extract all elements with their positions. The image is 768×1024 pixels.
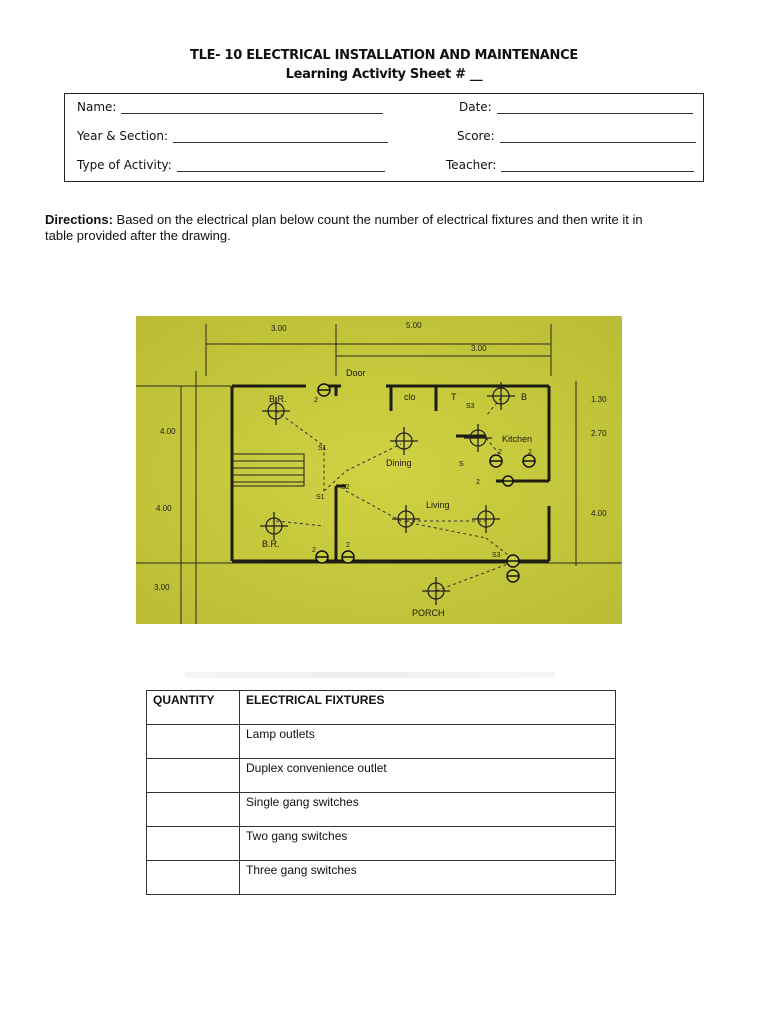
teacher-field [446,158,694,172]
label-br-bottom: B.R. [262,539,280,549]
quantity-cell[interactable] [147,827,240,861]
directions-label: Directions: [45,212,113,227]
year-section-label: Year & Section: [77,129,169,143]
dim-left-3: 3.00 [154,583,170,592]
outlet-br-bottom-1 [316,551,328,563]
label-porch: PORCH [412,608,445,618]
outlet-count-4: 2 [498,449,502,456]
fixture-cell: Three gang switches [240,861,616,895]
outlet-kitchen-1 [490,455,502,467]
teacher-label: Teacher: [446,158,497,172]
outlet-count-6: 2 [476,479,480,486]
label-dining: Dining [386,458,412,468]
dim-top-mid: 5.00 [406,321,422,330]
quantity-cell[interactable] [147,725,240,759]
label-kitchen: Kitchen [502,434,533,444]
table-header-row [147,691,616,725]
switch-s3: S3 [492,552,501,559]
activity-type-field [77,158,385,172]
table-row [147,793,616,827]
switch-s-kitchen: S [459,461,464,468]
table-row [147,861,616,895]
switch-s1-bottom: S1 [316,494,325,501]
date-field [459,100,693,114]
teacher-input-line[interactable] [501,159,694,172]
table-row [147,725,616,759]
label-t: T [451,392,457,402]
activity-sheet-number: Learning Activity Sheet # __ [285,67,483,82]
outlet-porch [507,570,519,582]
dim-left-1: 4.00 [160,427,176,436]
outlet-kitchen-3 [503,476,513,486]
fixture-cell: Single gang switches [240,793,616,827]
label-br-top: B.R. [269,394,287,404]
label-clo: clo [404,392,416,402]
label-b: B [521,392,528,402]
name-input-line[interactable] [121,101,383,114]
quantity-cell[interactable] [147,861,240,895]
fixture-cell: Two gang switches [240,827,616,861]
table-row [147,827,616,861]
dim-top-right: 3.00 [471,344,487,353]
fixture-cell: Lamp outlets [240,725,616,759]
score-input-line[interactable] [500,130,696,143]
outlet-br-top [318,384,330,396]
outlet-count-2: 2 [312,547,316,554]
year-section-input-line[interactable] [173,130,388,143]
dim-top-left: 3.00 [271,324,287,333]
dim-right-3: 4.00 [591,509,607,518]
document-title: TLE- 10 ELECTRICAL INSTALLATION AND MAINTENANCE [190,48,578,63]
electrical-floor-plan [136,316,622,624]
fixtures-table [146,690,616,895]
directions-paragraph [45,212,645,244]
name-field [77,100,383,114]
activity-type-label: Type of Activity: [77,158,172,172]
student-info-box [64,93,704,182]
table-row [147,759,616,793]
date-input-line[interactable] [497,101,693,114]
outlet-living [507,555,519,567]
switch-s2: S2 [341,484,350,491]
outlet-count-5: 2 [528,449,532,456]
year-section-field [77,129,388,143]
dim-right-2: 2.70 [591,429,607,438]
score-label: Score: [457,129,495,143]
dim-right-1: 1.30 [591,395,607,404]
switch-s1-top: S1 [318,445,327,452]
outlet-br-bottom-2 [342,551,354,563]
outlet-kitchen-2 [523,455,535,467]
quantity-header: QUANTITY [147,691,240,725]
quantity-cell[interactable] [147,793,240,827]
quantity-cell[interactable] [147,759,240,793]
label-door: Door [346,368,366,378]
dim-left-2: 4.00 [156,504,172,513]
label-living: Living [426,500,450,510]
faded-text-artifact [185,672,555,678]
fixtures-header: ELECTRICAL FIXTURES [240,691,616,725]
directions-text: Based on the electrical plan below count the number of electrical fixtures and then write it in table provided after the drawing. [45,212,643,243]
outlet-count-3: 2 [346,542,350,549]
switch-s-bath: S3 [466,403,475,410]
name-label: Name: [77,100,117,114]
fixture-cell: Duplex convenience outlet [240,759,616,793]
score-field [457,129,696,143]
outlet-count-1: 2 [314,397,318,404]
activity-type-input-line[interactable] [177,159,385,172]
date-label: Date: [459,100,492,114]
